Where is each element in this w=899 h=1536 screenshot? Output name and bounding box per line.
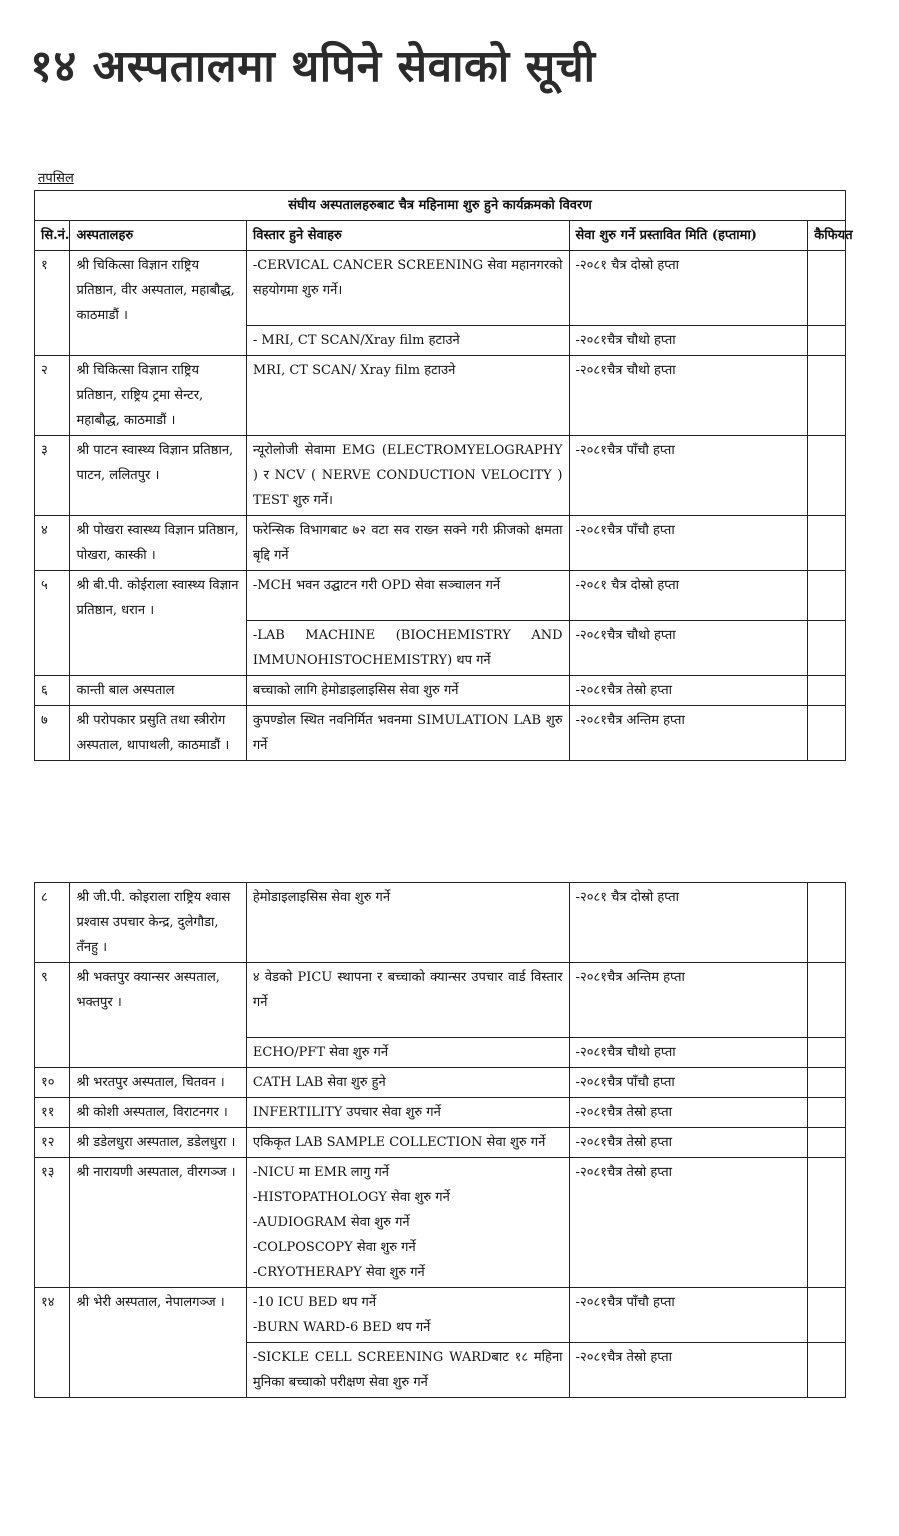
service-line: -10 ICU BED थप गर्ने (252, 1295, 377, 1310)
row-serial-number: ९ (35, 963, 70, 1068)
row-proposed-date: -२०८१चैत्र चौथो हप्ता (569, 1038, 808, 1068)
row-proposed-date: -२०८१चैत्र चौथो हप्ता (569, 326, 808, 356)
row-hospital-name: श्री पोखरा स्वास्थ्य विज्ञान प्रतिष्ठान, पोखरा, कास्की । (70, 516, 246, 571)
table-body-part-2 (35, 883, 846, 1398)
row-hospital-name: श्री परोपकार प्रसुति तथा स्त्रीरोग अस्पताल, थापाथली, काठमाडौं । (70, 706, 246, 761)
service-line: -CRYOTHERAPY सेवा शुरु गर्ने (252, 1265, 425, 1280)
table-title: संघीय अस्पतालहरुबाट चैत्र महिनामा शुरु हुने कार्यक्रमको विवरण (35, 191, 846, 221)
row-remarks (808, 571, 846, 621)
row-remarks (808, 1068, 846, 1098)
row-proposed-date: -२०८१चैत्र पाँचौ हप्ता (569, 436, 808, 516)
row-hospital-name: श्री भक्तपुर क्यान्सर अस्पताल, भक्तपुर । (70, 963, 246, 1068)
row-serial-number: १२ (35, 1128, 70, 1158)
row-serial-number: २ (35, 356, 70, 436)
column-header-sn: सि.नं. (35, 221, 70, 251)
row-serial-number: ५ (35, 571, 70, 676)
row-service: ४ वेडको PICU स्थापना र बच्चाको क्यान्सर उपचार वार्ड विस्तार गर्ने (246, 963, 569, 1038)
row-serial-number: १३ (35, 1158, 70, 1288)
row-proposed-date: -२०८१चैत्र तेस्रो हप्ता (569, 1128, 808, 1158)
row-remarks (808, 1158, 846, 1288)
row-remarks (808, 1128, 846, 1158)
row-service-list (246, 1288, 569, 1343)
row-remarks (808, 621, 846, 676)
row-serial-number: ७ (35, 706, 70, 761)
row-service-list (246, 1158, 569, 1288)
table-row (35, 436, 846, 516)
table-row (35, 963, 846, 1038)
row-remarks (808, 356, 846, 436)
row-service: फरेन्सिक विभागबाट ७२ वटा सव राख्न सक्ने गरी फ्रीजको क्षमता बृद्दि गर्ने (246, 516, 569, 571)
table-row (35, 571, 846, 621)
column-header-hospitals: अस्पतालहरु (70, 221, 246, 251)
row-remarks (808, 1343, 846, 1398)
row-remarks (808, 1098, 846, 1128)
row-proposed-date: -२०८१ चैत्र दोस्रो हप्ता (569, 883, 808, 963)
row-serial-number: ४ (35, 516, 70, 571)
service-line: -BURN WARD-6 BED थप गर्ने (252, 1320, 431, 1335)
row-serial-number: १० (35, 1068, 70, 1098)
row-hospital-name: श्री बी.पी. कोईराला स्वास्थ्य विज्ञान प्रतिष्ठान, धरान । (70, 571, 246, 676)
column-header-services: विस्तार हुने सेवाहरु (246, 221, 569, 251)
row-remarks (808, 706, 846, 761)
row-serial-number: ११ (35, 1098, 70, 1128)
table-row (35, 1128, 846, 1158)
service-line: -COLPOSCOPY सेवा शुरु गर्ने (252, 1240, 416, 1255)
table-row (35, 676, 846, 706)
row-proposed-date: -२०८१चैत्र तेस्रो हप्ता (569, 1098, 808, 1128)
row-remarks (808, 516, 846, 571)
row-remarks (808, 1288, 846, 1343)
row-proposed-date: -२०८१चैत्र तेस्रो हप्ता (569, 1158, 808, 1288)
row-serial-number: ६ (35, 676, 70, 706)
row-service: INFERTILITY उपचार सेवा शुरु गर्ने (246, 1098, 569, 1128)
service-line: -AUDIOGRAM सेवा शुरु गर्ने (252, 1215, 410, 1230)
row-hospital-name: श्री चिकित्सा विज्ञान राष्ट्रिय प्रतिष्ठान, राष्ट्रिय ट्रमा सेन्टर, महाबौद्ध, काठमाडौं । (70, 356, 246, 436)
hospital-services-table (34, 190, 853, 761)
row-serial-number: १४ (35, 1288, 70, 1398)
row-service: -SICKLE CELL SCREENING WARDबाट १८ महिना मुनिका बच्चाको परीक्षण सेवा शुरु गर्ने (246, 1343, 569, 1398)
services-table-part-2 (34, 882, 846, 1398)
page-headline: १४ अस्पतालमा थपिने सेवाको सूची (30, 41, 596, 92)
row-hospital-name: श्री नारायणी अस्पताल, वीरगञ्ज । (70, 1158, 246, 1288)
table-row (35, 516, 846, 571)
row-hospital-name: श्री कोशी अस्पताल, विराटनगर । (70, 1098, 246, 1128)
row-hospital-name: श्री जी.पी. कोइराला राष्ट्रिय श्वास प्रश्वास उपचार केन्द्र, दुलेगौडा, तँनहु । (70, 883, 246, 963)
hospital-services-table-continued (34, 882, 846, 1398)
row-hospital-name: श्री भरतपुर अस्पताल, चितवन । (70, 1068, 246, 1098)
table-row (35, 1288, 846, 1343)
row-proposed-date: -२०८१चैत्र तेस्रो हप्ता (569, 676, 808, 706)
row-service: बच्चाको लागि हेमोडाइलाइसिस सेवा शुरु गर्ने (246, 676, 569, 706)
table-caption: तपसिल (38, 171, 74, 186)
column-header-proposed-date: सेवा शुरु गर्ने प्रस्तावित मिति (हप्तामा) (569, 221, 808, 251)
row-proposed-date: -२०८१चैत्र पाँचौ हप्ता (569, 1288, 808, 1343)
services-table-part-1 (34, 170, 853, 761)
row-service: एकिकृत LAB SAMPLE COLLECTION सेवा शुरु गर्ने (246, 1128, 569, 1158)
table-row (35, 883, 846, 963)
row-service: कुपण्डोल स्थित नवनिर्मित भवनमा SIMULATION LAB शुरु गर्ने (246, 706, 569, 761)
row-serial-number: १ (35, 251, 70, 356)
column-header-remarks: कैफियत (808, 221, 846, 251)
row-service: -LAB MACHINE (BIOCHEMISTRY AND IMMUNOHISTOCHEMISTRY) थप गर्ने (246, 621, 569, 676)
row-proposed-date: -२०८१ चैत्र दोस्रो हप्ता (569, 571, 808, 621)
table-body-part-1 (35, 251, 846, 761)
row-service: ECHO/PFT सेवा शुरु गर्ने (246, 1038, 569, 1068)
row-service: न्यूरोलोजी सेवामा EMG (ELECTROMYELOGRAPHY ) र NCV ( NERVE CONDUCTION VELOCITY ) TEST शुरु गर्ने। (246, 436, 569, 516)
service-line: -NICU मा EMR लागु गर्ने (252, 1165, 389, 1180)
service-line: -HISTOPATHOLOGY सेवा शुरु गर्ने (252, 1190, 450, 1205)
row-serial-number: ३ (35, 436, 70, 516)
row-hospital-name: श्री डडेलधुरा अस्पताल, डडेलधुरा । (70, 1128, 246, 1158)
row-serial-number: ८ (35, 883, 70, 963)
row-proposed-date: -२०८१चैत्र अन्तिम हप्ता (569, 963, 808, 1038)
row-service: -CERVICAL CANCER SCREENING सेवा महानगरको सहयोगमा शुरु गर्ने। (246, 251, 569, 326)
row-hospital-name: कान्ती बाल अस्पताल (70, 676, 246, 706)
row-proposed-date: -२०८१ चैत्र दोस्रो हप्ता (569, 251, 808, 326)
row-remarks (808, 1038, 846, 1068)
row-remarks (808, 326, 846, 356)
row-proposed-date: -२०८१चैत्र तेस्रो हप्ता (569, 1343, 808, 1398)
row-proposed-date: -२०८१चैत्र पाँचौ हप्ता (569, 516, 808, 571)
table-row (35, 251, 846, 326)
row-remarks (808, 963, 846, 1038)
row-remarks (808, 676, 846, 706)
table-row (35, 1158, 846, 1288)
row-service: हेमोडाइलाइसिस सेवा शुरु गर्ने (246, 883, 569, 963)
row-service: -MCH भवन उद्घाटन गरी OPD सेवा सञ्चालन गर्ने (246, 571, 569, 621)
table-row (35, 706, 846, 761)
table-row (35, 356, 846, 436)
table-row (35, 1068, 846, 1098)
row-proposed-date: -२०८१चैत्र चौथो हप्ता (569, 356, 808, 436)
row-hospital-name: श्री चिकित्सा विज्ञान राष्ट्रिय प्रतिष्ठान, वीर अस्पताल, महाबौद्ध, काठमाडौं । (70, 251, 246, 356)
table-row (35, 1098, 846, 1128)
row-remarks (808, 251, 846, 326)
row-proposed-date: -२०८१चैत्र चौथो हप्ता (569, 621, 808, 676)
row-proposed-date: -२०८१चैत्र पाँचौ हप्ता (569, 1068, 808, 1098)
row-hospital-name: श्री भेरी अस्पताल, नेपालगञ्ज । (70, 1288, 246, 1398)
row-proposed-date: -२०८१चैत्र अन्तिम हप्ता (569, 706, 808, 761)
row-service: MRI, CT SCAN/ Xray film हटाउने (246, 356, 569, 436)
row-remarks (808, 883, 846, 963)
row-service: - MRI, CT SCAN/Xray film हटाउने (246, 326, 569, 356)
row-hospital-name: श्री पाटन स्वास्थ्य विज्ञान प्रतिष्ठान, पाटन, ललितपुर । (70, 436, 246, 516)
row-service: CATH LAB सेवा शुरु हुने (246, 1068, 569, 1098)
row-remarks (808, 436, 846, 516)
